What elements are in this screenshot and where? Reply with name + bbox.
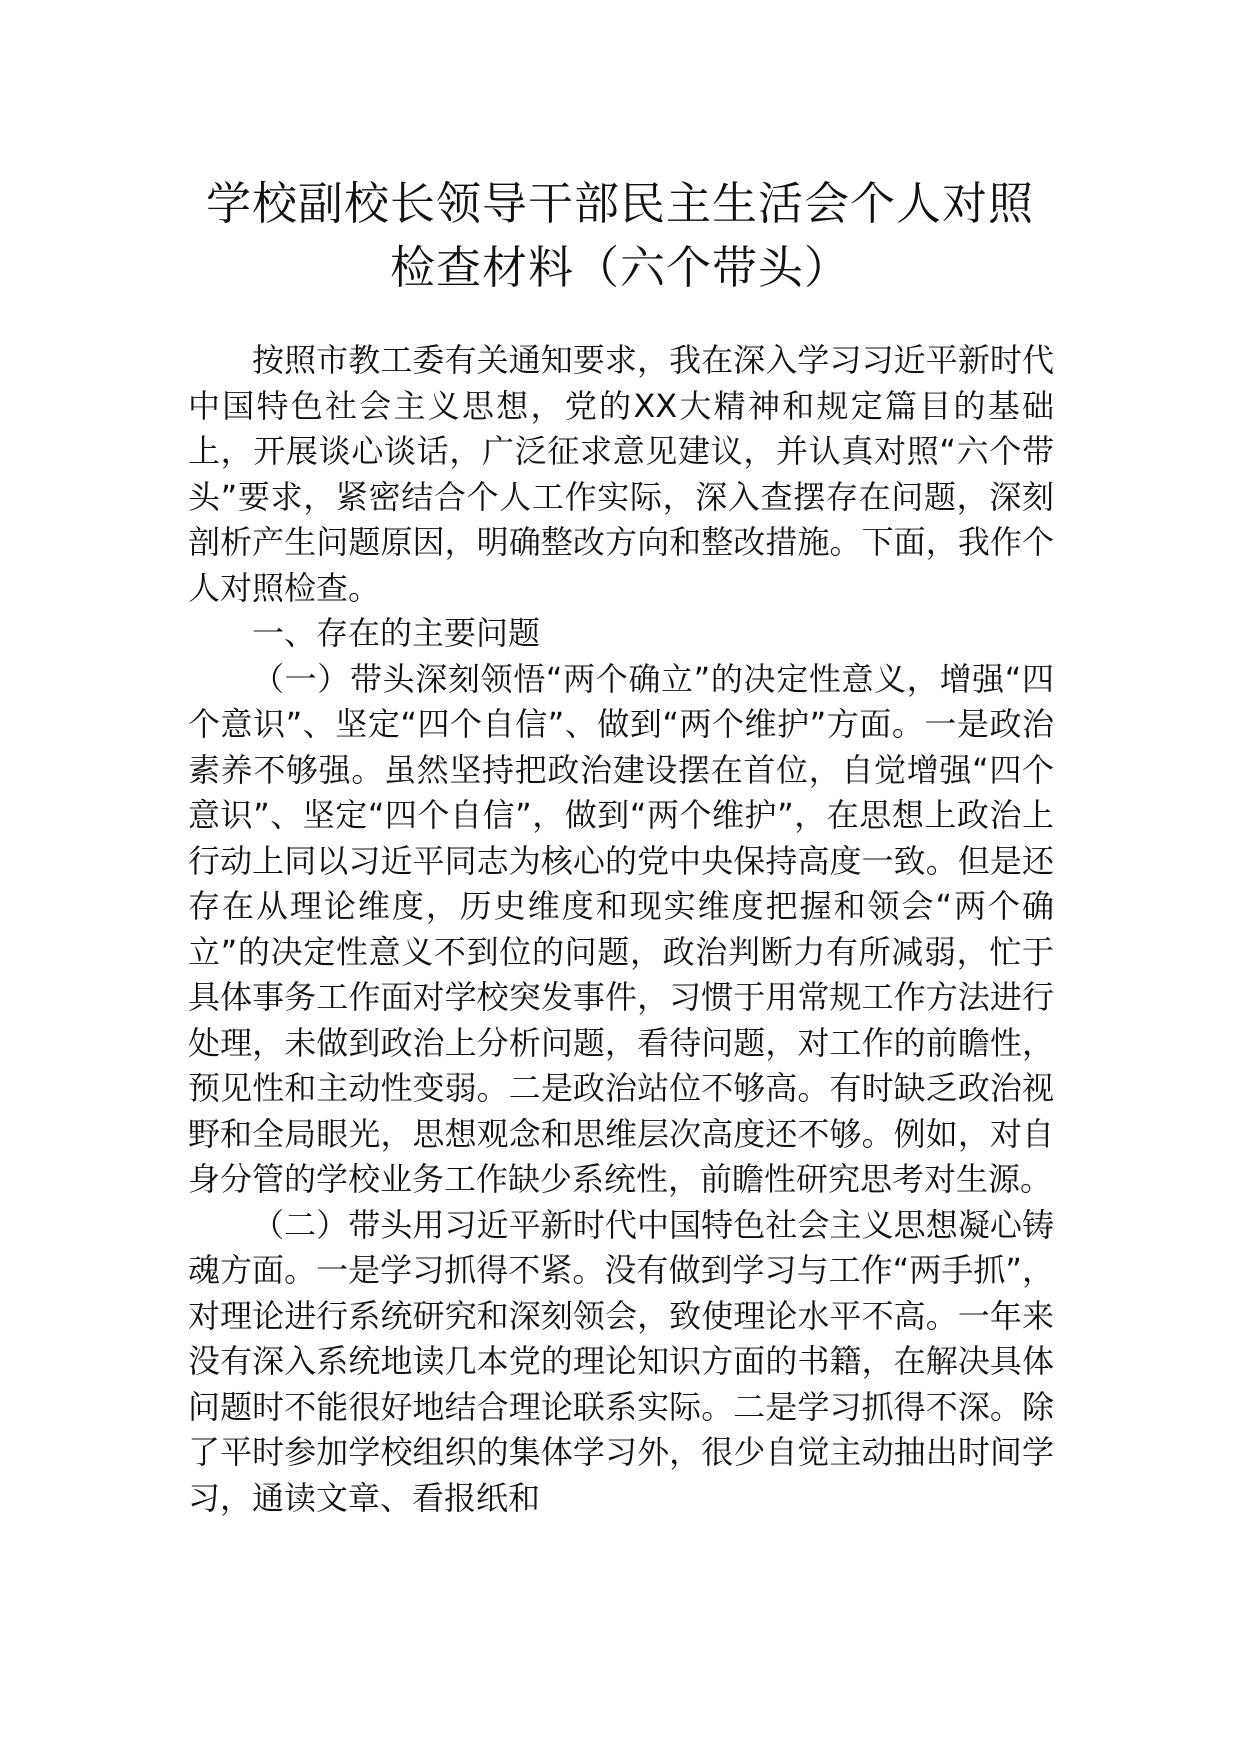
document-body <box>188 338 1054 1521</box>
intro-paragraph: 按照市教工委有关通知要求，我在深入学习习近平新时代中国特色社会主义思想，党的XX大精神和规定篇目的基础上，开展谈心谈话，广泛征求意见建议，并认真对照“六个带头”要求，紧密结合个人工作实际，深入查摆存在问题，深刻剖析产生问题原因，明确整改方向和整改措施。下面，我作个人对照检查。 <box>188 341 1054 607</box>
section-heading-problems: 一、存在的主要问题 <box>252 614 541 652</box>
problem-paragraph-1: （一）带头深刻领悟“两个确立”的决定性意义，增强“四个意识”、坚定“四个自信”、做到“两个维护”方面。一是政治素养不够强。虽然坚持把政治建设摆在首位，自觉增强“四个意识”、坚定“四个自信”，做到“两个维护”，在思想上政治上行动上同以习近平同志为核心的党中央保持高度一致。但是还存在从理论维度，历史维度和现实维度把握和领会“两个确立”的决定性意义不到位的问题，政治判断力有所减弱，忙于具体事务工作面对学校突发事件，习惯于用常规工作方法进行处理，未做到政治上分析问题，看待问题，对工作的前瞻性，预见性和主动性变弱。二是政治站位不够高。有时缺乏政治视野和全局眼光，思想观念和思维层次高度还不够。例如，对自身分管的学校业务工作缺少系统性，前瞻性研究思考对生源。 <box>188 659 1054 1198</box>
problem-paragraph-2: （二）带头用习近平新时代中国特色社会主义思想凝心铸魂方面。一是学习抓得不紧。没有做到学习与工作“两手抓”，对理论进行系统研究和深刻领会，致使理论水平不高。一年来没有深入系统地读几本党的理论知识方面的书籍，在解决具体问题时不能很好地结合理论联系实际。二是学习抓得不深。除了平时参加学校组织的集体学习外，很少自觉主动抽出时间学习，通读文章、看报纸和 <box>188 1205 1054 1517</box>
document-title-line-2: 检查材料（六个带头） <box>389 241 850 294</box>
document-title-line-1: 学校副校长领导干部民主生活会个人对照 <box>205 177 1034 230</box>
